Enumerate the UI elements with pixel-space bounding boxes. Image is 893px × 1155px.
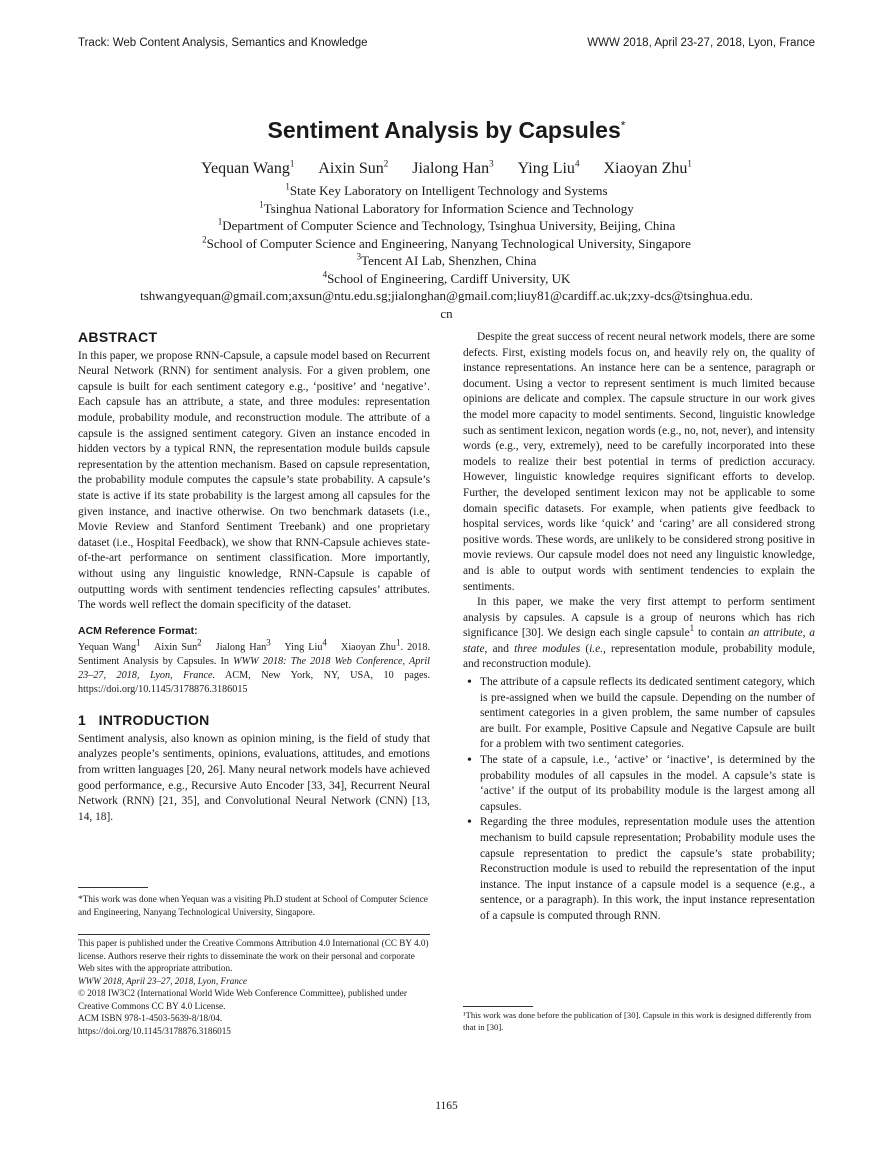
paragraph: Despite the great success of recent neural network models, there are some defects. First, existing models focus on, and heavily rely on, the quality of instance representations. An instance here can be a sentence, paragraph or document. Using a vector to represent sentiment is much limited because opinions are delicate and complex. The capsule structure in our work gives the model more capacity to model sentiments. Second, linguistic knowledge such as sentiment lexicon, negation words (e.g., no, not, never), and intensity words (e.g., very, extremely), need to be carefully incorporated into these models to realize their best potential in terms of prediction accuracy. However, linguistic knowledge requires significant efforts to develop. Further, the developed sentiment lexicon may not be applicable to some domain specific datasets. For example, when patients give feedback to hospital services, words like ‘quick’ and ‘caring’ are all considered strong positive words. These words, are unlikely to be considered strong positive in movie reviews. Our capsule model does not need any linguistic knowledge, and is able to output words with sentiment tendencies to explain the sentiments. bbox=[463, 331, 815, 593]
acm-reference-heading: ACM Reference Format: bbox=[78, 624, 198, 637]
author: Xiaoyan Zhu$^1$ bbox=[603, 158, 692, 177]
license-rule bbox=[78, 934, 430, 935]
affiliations bbox=[0, 182, 893, 322]
affiliation: $^1$State Key Laboratory on Intelligent Technology and Systems bbox=[285, 181, 608, 198]
affiliation: $^2$School of Computer Science and Engineering, Nanyang Technological University, Singapore bbox=[202, 234, 691, 251]
email-list-continued: cn bbox=[440, 305, 453, 321]
email-list: tshwangyequan@gmail.com;axsun@ntu.edu.sg;jialonghan@gmail.com;liuy81@cardiff.ac.uk;zxy-dcs@tsinghua.edu. bbox=[140, 288, 753, 303]
affiliation: $^1$Department of Computer Science and Technology, Tsinghua University, Beijing, China bbox=[217, 216, 676, 233]
author: Jialong Han$^3$ bbox=[412, 158, 494, 177]
introduction-heading: 1 INTRODUCTION bbox=[78, 712, 210, 729]
list-item: • The state of a capsule, i.e., ‘active’ or ‘inactive’, is determined by the probability modules of all capsules in the model. A capsule’s state is ‘active’ if the output of its probability module is the largest among all capsules. bbox=[480, 753, 815, 815]
author-list bbox=[0, 160, 893, 178]
license-block: This paper is published under the Creative Commons Attribution 4.0 International (CC BY 4.0) license. Authors reserve their rights to disseminate the work on their personal and corporate Web sites with the appropriate attribution. WWW 2018, April 23–27, 2018, Lyon, France © 2018 IW3C2 (International World Wide Web Conference Committee), published under Creative Commons CC BY 4.0 License. ACM ISBN 978-1-4503-5639-8/18/04. https://doi.org/10.1145/3178876.3186015 bbox=[78, 938, 429, 1036]
affiliation: $^1$Tsinghua National Laboratory for Information Science and Technology bbox=[259, 199, 634, 216]
author: Aixin Sun$^2$ bbox=[318, 158, 389, 177]
running-header-track: Track: Web Content Analysis, Semantics and Knowledge bbox=[78, 37, 368, 49]
running-header-venue: WWW 2018, April 23-27, 2018, Lyon, France bbox=[587, 37, 815, 49]
introduction-text: Sentiment analysis, also known as opinion mining, is the field of study that analyzes people’s sentiments, opinions, evaluations, attitudes, and emotions from written languages [20, 26]. Many neural network models have achieved good performance, e.g., Recursive Auto Encoder [33, 34], Recurrent Neural Network (RNN) [21, 35], and Convolutional Neural Network (CNN) [13, 14, 18]. bbox=[78, 732, 430, 823]
right-column bbox=[463, 330, 815, 925]
affiliation: $^4$School of Engineering, Cardiff University, UK bbox=[322, 269, 571, 286]
left-column bbox=[78, 330, 430, 825]
abstract-heading: ABSTRACT bbox=[78, 329, 158, 345]
footnote-star: *This work was done when Yequan was a visiting Ph.D student at School of Computer Science and Engineering, Nanyang Technological University, Singapore. bbox=[78, 894, 428, 917]
footnote-rule bbox=[78, 887, 148, 888]
footnote-1: ¹This work was done before the publication of [30]. Capsule in this work is designed differently from that in [30]. bbox=[463, 1010, 812, 1032]
affiliation: $^3$Tencent AI Lab, Shenzhen, China bbox=[356, 251, 537, 268]
footnote-rule bbox=[463, 1006, 533, 1007]
acm-reference-text: Yequan Wang$^1$ Aixin Sun$^2$ Jialong Han$^3$ Ying Liu$^4$ Xiaoyan Zhu$^1$. 2018. Sentiment Analysis by Capsules. In WWW 2018: The 2018 Web Conference, April 23–27, 2018, Lyon, France. ACM, New York, NY, USA, 10 pages. https://doi.org/10.1145/3178876.3186015 bbox=[78, 637, 430, 696]
author: Ying Liu$^4$ bbox=[517, 158, 580, 177]
list-item: • The attribute of a capsule reflects its dedicated sentiment category, which is pre-assigned when we build the capsule. Depending on the number of sentiment categories in a given problem, the same number of capsules are built. For example, Positive Capsule and Negative Capsule are built for a problem with two sentiment categories. bbox=[480, 675, 815, 753]
paragraph: In this paper, we make the very first attempt to perform sentiment analysis by capsules. A capsule is a group of neurons which has rich significance [30]. We design each single capsule$^1$ to contain an attribute, a state, and three modules (i.e., representation module, probability module, and reconstruction module). bbox=[463, 596, 815, 671]
page-number: 1165 bbox=[435, 1100, 458, 1112]
list-item: • Regarding the three modules, representation module uses the attention mechanism to build capsule representation; Probability module uses the capsule representation to predict the capsule’s state probability; Reconstruction module is used to rebuild the representation of the input instance. The input instance of a capsule model is a sequence (e.g., a sentence, or a paragraph). In this work, the input instance representation of a capsule is computed through RNN. bbox=[480, 815, 815, 924]
bullet-list bbox=[463, 675, 815, 925]
abstract-text: In this paper, we propose RNN-Capsule, a capsule model based on Recurrent Neural Network (RNN) for sentiment analysis. For a given problem, one capsule is built for each sentiment category e.g., ‘positive’ and ‘negative’. Each capsule has an attribute, a state, and three modules: representation module, probability module, and reconstruction module. The attribute of a capsule is the assigned sentiment category. Given an instance encoded in hidden vectors by a typical RNN, the representation module builds capsule representation by the attention mechanism. Based on capsule representation, the probability module computes the capsule’s state probability. A capsule’s state is active if its state probability is the largest among all capsules for the given instance, and inactive otherwise. On two benchmark datasets (i.e., Movie Review and Stanford Sentiment Treebank) and one proprietary dataset (i.e., Hospital Feedback), we show that RNN-Capsule achieves state-of-the-art performance on sentiment classification. More importantly, without using any linguistic knowledge, RNN-Capsule is capable of outputting words with sentiment tendencies reflecting capsules’ attributes. The words well reflect the domain specificity of the dataset. bbox=[78, 349, 430, 612]
author: Yequan Wang$^1$ bbox=[201, 158, 295, 177]
paper-title: Sentiment Analysis by Capsules* bbox=[267, 117, 626, 143]
